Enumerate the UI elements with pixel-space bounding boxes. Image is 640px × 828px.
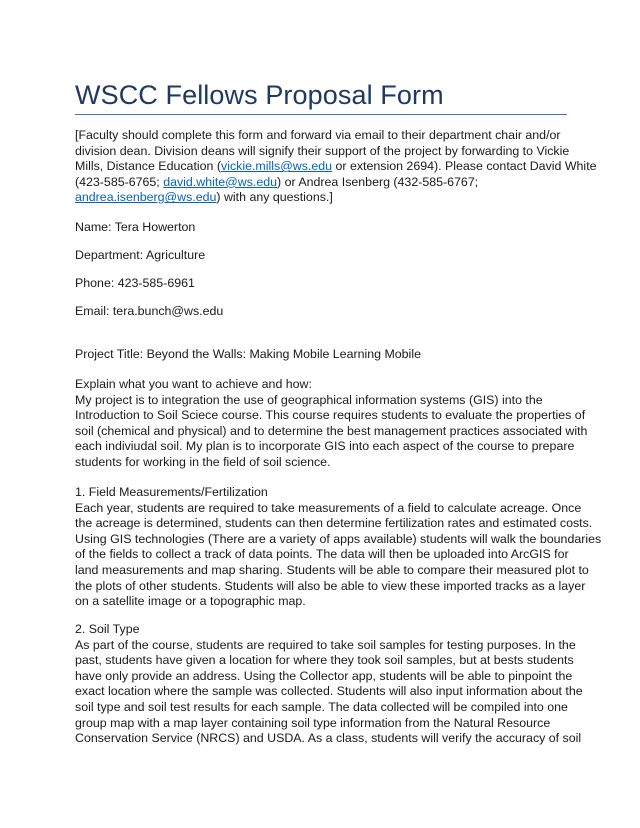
section-field-measurements	[75, 485, 602, 610]
section-line: land measurements and map sharing. Students will be able to compare their measured plot to	[75, 562, 589, 577]
project-title-field: Project Title: Beyond the Walls: Making Mobile Learning Mobile	[75, 347, 421, 361]
title-divider	[75, 114, 567, 115]
section-line: Each year, students are required to take measurements of a field to calculate acreage. Once	[75, 500, 582, 515]
instructions-paragraph	[75, 128, 597, 206]
explain-line: Introduction to Soil Sciece course. This course requires students to evaluate the properties of	[75, 408, 586, 423]
instructions-line: [Faculty should complete this form and forward via email to their department chair and/or	[75, 128, 561, 142]
vickie-email-link[interactable]: vickie.mills@ws.edu	[221, 159, 333, 174]
david-email-link[interactable]: david.white@ws.edu	[163, 174, 278, 189]
instructions-text: Mills, Distance Education (	[75, 159, 221, 174]
explain-line: students for working in the field of soil science.	[75, 454, 331, 469]
page-title: WSCC Fellows Proposal Form	[75, 80, 444, 110]
section-line: of the fields to collect a track of data points. The data will then be uploaded into ArcGIS for	[75, 547, 569, 562]
section-line: the acreage is determined, students can then determine fertilization rates and estimated costs.	[75, 516, 593, 531]
explain-line: each indiviudal soil. My plan is to incorporate GIS into each aspect of the course to prepare	[75, 439, 575, 454]
section-line: the plots of other students. Students will also be able to view these imported tracks as a layer	[75, 578, 586, 593]
instructions-text: (423-585-6765;	[75, 174, 164, 189]
instructions-line: division dean. Division deans will signify their support of the project by forwarding to Vickie	[75, 143, 570, 158]
email-field: Email: tera.bunch@ws.edu	[75, 304, 224, 318]
instructions-text: ) or Andrea Isenberg (432-585-6767;	[277, 174, 479, 189]
section-line: past, students have given a location for where they took soil samples, but at bests students	[75, 653, 574, 668]
section-line: have only provide an address. Using the Collector app, students will be able to pinpoint the	[75, 668, 573, 683]
instructions-line	[75, 190, 567, 206]
instructions-line	[75, 175, 567, 191]
explain-line: Explain what you want to achieve and how:	[75, 377, 312, 391]
instructions-text: or extension 2694). Please contact David White	[332, 159, 597, 174]
department-field: Department: Agriculture	[75, 248, 206, 262]
section-line: exact location where the sample was collected. Students will also input information about the	[75, 684, 583, 699]
section-line: Using GIS technologies (There are a variety of apps available) students will walk the boundaries	[75, 531, 602, 546]
section-line: As part of the course, students are required to take soil samples for testing purposes. In the	[75, 637, 576, 652]
andrea-email-link[interactable]: andrea.isenberg@ws.edu	[75, 190, 217, 205]
instructions-text: ) with any questions.]	[216, 190, 333, 205]
section-heading: 2. Soil Type	[75, 622, 140, 636]
explain-paragraph	[75, 377, 588, 471]
section-heading: 1. Field Measurements/Fertilization	[75, 485, 268, 499]
section-line: soil type and soil test results for each sample. The data collected will be compiled into one	[75, 699, 568, 714]
section-soil-type	[75, 622, 583, 747]
explain-line: soil (chemical and physical) and to determine the best management practices associated with	[75, 423, 588, 438]
phone-field: Phone: 423-585-6961	[75, 276, 195, 290]
section-line: on a satellite image or a topographic map.	[75, 594, 306, 609]
explain-line: My project is to integration the use of geographical information systems (GIS) into the	[75, 392, 543, 407]
instructions-line	[75, 159, 597, 175]
name-field: Name: Tera Howerton	[75, 220, 196, 234]
section-line: group map with a map layer containing soil type information from the Natural Resource	[75, 715, 551, 730]
section-line: Conservation Service (NRCS) and USDA. As a class, students will verify the accuracy of soil	[75, 731, 582, 746]
